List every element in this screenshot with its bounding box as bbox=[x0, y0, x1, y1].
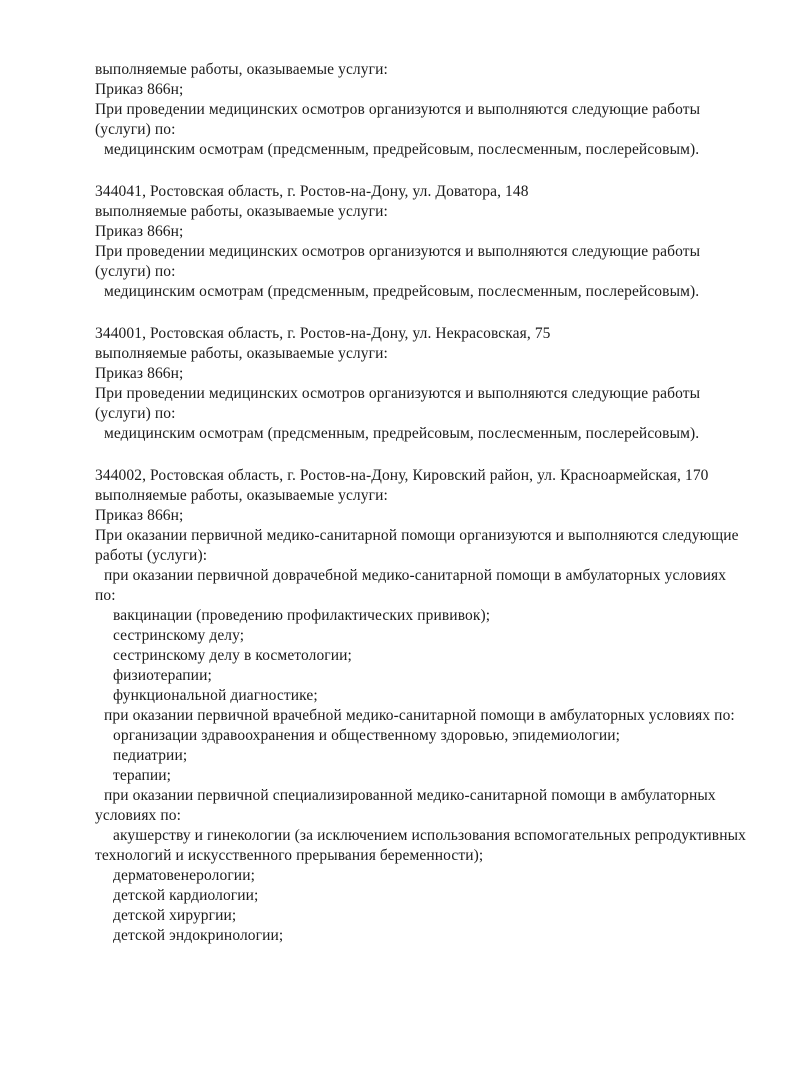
document-line: (услуги) по: bbox=[95, 263, 176, 280]
document-line: работы (услуги): bbox=[95, 547, 208, 564]
document-line: педиатрии; bbox=[113, 747, 188, 764]
document-line: 344041, Ростовская область, г. Ростов-на-Дону, ул. Доватора, 148 bbox=[95, 183, 529, 200]
document-line: При проведении медицинских осмотров организуются и выполняются следующие работы bbox=[95, 243, 701, 260]
document-line: Приказ 866н; bbox=[95, 223, 184, 240]
document-line: медицинским осмотрам (предсменным, предрейсовым, послесменным, послерейсовым). bbox=[104, 283, 700, 300]
address-block-344002 bbox=[95, 466, 752, 946]
document-line: дерматовенерологии; bbox=[113, 867, 255, 884]
document-line: акушерству и гинекологии (за исключением использования вспомогательных репродуктивных bbox=[113, 827, 746, 844]
document-text bbox=[95, 60, 752, 946]
document-line: при оказании первичной врачебной медико-санитарной помощи в амбулаторных условиях по: bbox=[104, 707, 735, 724]
document-line: физиотерапии; bbox=[113, 667, 212, 684]
document-line: детской эндокринологии; bbox=[113, 927, 284, 944]
document-line: функциональной диагностике; bbox=[113, 687, 318, 704]
document-line: При проведении медицинских осмотров организуются и выполняются следующие работы bbox=[95, 101, 701, 118]
address-block-344001 bbox=[95, 324, 752, 444]
document-line: (услуги) по: bbox=[95, 405, 176, 422]
document-line: выполняемые работы, оказываемые услуги: bbox=[95, 203, 388, 220]
document-line: медицинским осмотрам (предсменным, предрейсовым, послесменным, послерейсовым). bbox=[104, 141, 700, 158]
document-line: выполняемые работы, оказываемые услуги: bbox=[95, 345, 388, 362]
document-line: сестринскому делу в косметологии; bbox=[113, 647, 352, 664]
document-line: выполняемые работы, оказываемые услуги: bbox=[95, 61, 388, 78]
document-line: Приказ 866н; bbox=[95, 365, 184, 382]
document-line: медицинским осмотрам (предсменным, предрейсовым, послесменным, послерейсовым). bbox=[104, 425, 700, 442]
document-line: Приказ 866н; bbox=[95, 81, 184, 98]
document-line: сестринскому делу; bbox=[113, 627, 245, 644]
document-line: 344001, Ростовская область, г. Ростов-на-Дону, ул. Некрасовская, 75 bbox=[95, 325, 551, 342]
document-line: терапии; bbox=[113, 767, 172, 784]
document-line: При проведении медицинских осмотров организуются и выполняются следующие работы bbox=[95, 385, 701, 402]
document-line: детской кардиологии; bbox=[113, 887, 259, 904]
document-line: 344002, Ростовская область, г. Ростов-на-Дону, Кировский район, ул. Красноармейская, 170 bbox=[95, 467, 709, 484]
document-line: детской хирургии; bbox=[113, 907, 237, 924]
document-line: технологий и искусственного прерывания беременности); bbox=[95, 847, 484, 864]
document-line: условиях по: bbox=[95, 807, 182, 824]
document-line: (услуги) по: bbox=[95, 121, 176, 138]
document-line: При оказании первичной медико-санитарной помощи организуются и выполняются следующие bbox=[95, 527, 739, 544]
address-block-344041 bbox=[95, 182, 752, 302]
document-line: Приказ 866н; bbox=[95, 507, 184, 524]
document-line: по: bbox=[95, 587, 116, 604]
document-line: при оказании первичной доврачебной медико-санитарной помощи в амбулаторных условиях bbox=[104, 567, 727, 584]
services-block-continued bbox=[95, 60, 752, 160]
document-line: при оказании первичной специализированной медико-санитарной помощи в амбулаторных bbox=[104, 787, 716, 804]
document-line: организации здравоохранения и общественному здоровью, эпидемиологии; bbox=[113, 727, 621, 744]
document-line: выполняемые работы, оказываемые услуги: bbox=[95, 487, 388, 504]
document-line: вакцинации (проведению профилактических прививок); bbox=[113, 607, 491, 624]
